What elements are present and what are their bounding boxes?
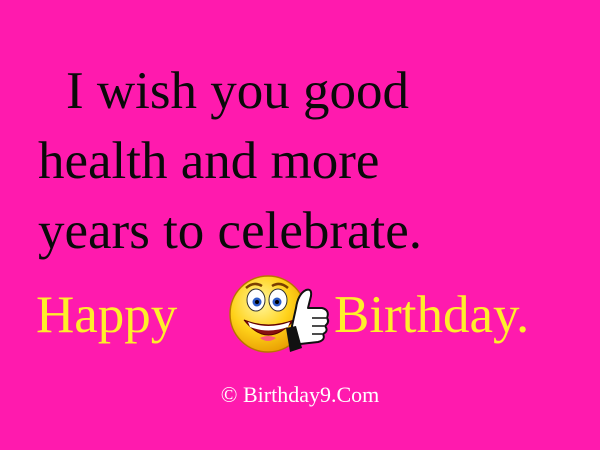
wish-line-1: I wish you good <box>66 62 410 120</box>
wish-line-3: years to celebrate. <box>38 202 423 260</box>
site-credit: © Birthday9.Com <box>220 382 380 407</box>
wish-line-2: health and more <box>38 132 380 190</box>
wish-message <box>0 56 600 266</box>
smiley-thumbs-up-icon <box>226 264 334 364</box>
greeting-happy: Happy <box>36 286 178 344</box>
greeting-birthday: Birthday. <box>334 286 530 344</box>
